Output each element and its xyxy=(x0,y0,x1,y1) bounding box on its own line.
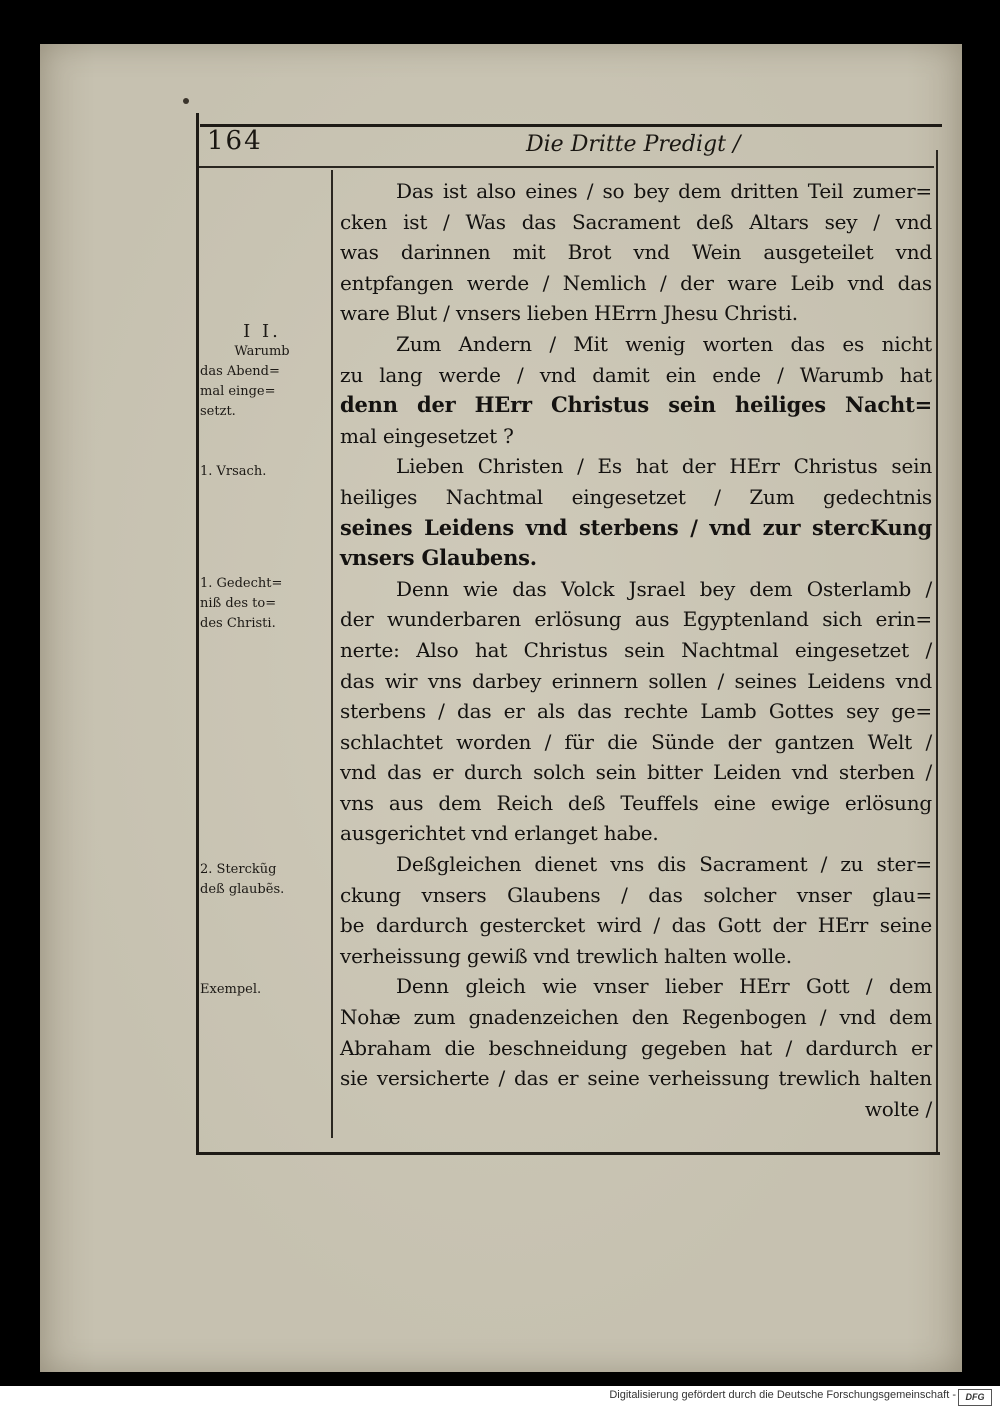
binding-mark xyxy=(183,98,189,104)
margin-note-vrsach xyxy=(200,462,324,482)
page-number: 164 xyxy=(207,126,263,156)
margin-note-warumb xyxy=(200,322,324,422)
text-line: ckung vnsers Glaubens / das solcher vnser glau= xyxy=(340,882,932,907)
text-line: seines Leidens vnd sterbens / vnd zur stercKung xyxy=(340,514,932,540)
text-line: schlachtet worden / für die Sünde der gantzen Welt / xyxy=(340,729,932,754)
text-line: entpfangen werde / Nemlich / der ware Leib vnd das xyxy=(340,270,932,295)
text-line: verheissung gewiß vnd trewlich halten wolle. xyxy=(340,943,792,968)
margin-note-line: setzt. xyxy=(200,404,236,419)
text-line: Denn gleich wie vnser lieber HErr Gott / dem xyxy=(396,974,932,999)
text-line: ausgerichtet vnd erlanget habe. xyxy=(340,821,659,846)
text-line: Zum Andern / Mit wenig worten das es nicht xyxy=(396,331,932,356)
margin-note-line: Warumb xyxy=(234,344,290,359)
text-line: zu lang werde / vnd damit ein ende / Warumb hat xyxy=(340,362,932,387)
margin-note-line: mal einge= xyxy=(200,384,276,399)
margin-note-exempel xyxy=(200,980,324,1000)
text-line: denn der HErr Christus sein heiliges Nacht= xyxy=(340,392,932,418)
text-line: heiliges Nachtmal eingesetzet / Zum gedechtnis xyxy=(340,484,932,509)
text-line: mal eingesetzet ? xyxy=(340,423,514,448)
text-line: Das ist also eines / so bey dem dritten Teil zumer= xyxy=(396,179,932,203)
margin-note-line: des Christi. xyxy=(200,616,276,631)
frame-left-rule xyxy=(196,113,199,1155)
header-rule xyxy=(198,166,934,168)
frame-right-rule xyxy=(936,150,938,1154)
margin-note-line: 2. Sterckũg xyxy=(200,862,277,877)
catchword: wolte / xyxy=(864,1096,932,1121)
text-line: Deßgleichen dienet vns dis Sacrament / zu ster= xyxy=(396,852,932,877)
text-line: sie versicherte / das er seine verheissung trewlich halten xyxy=(340,1066,932,1091)
text-line: be dardurch gestercket wird / das Gott der HErr seine xyxy=(340,913,932,938)
text-line: Denn wie das Volck Jsrael bey dem Osterlamb / xyxy=(396,576,932,601)
margin-note-line: 1. Gedecht= xyxy=(200,576,283,591)
text-line: Abraham die beschneidung gegeben hat / dardurch er xyxy=(340,1035,932,1060)
text-line: nerte: Also hat Christus sein Nachtmal eingesetzet / xyxy=(340,637,932,662)
dfg-logo: DFG xyxy=(958,1389,992,1406)
margin-note-line: deß glaubẽs. xyxy=(200,882,285,897)
text-line: was darinnen mit Brot vnd Wein ausgeteilet vnd xyxy=(340,240,932,265)
margin-note-line: das Abend= xyxy=(200,364,280,379)
margin-note-gedechtnis xyxy=(200,574,324,634)
margin-note-line: 1. Vrsach. xyxy=(200,464,267,479)
margin-column-rule xyxy=(331,170,333,1138)
text-line: sterbens / das er als das rechte Lamb Gottes sey ge= xyxy=(340,699,932,724)
text-line: der wunderbaren erlösung aus Egyptenland sich erin= xyxy=(340,607,932,632)
footer-strip xyxy=(0,1386,1000,1408)
main-text-column xyxy=(340,176,932,1124)
text-line: vns aus dem Reich deß Teuffels eine ewige erlösung xyxy=(340,790,932,815)
text-line: vnd das er durch solch sein bitter Leiden vnd sterben / xyxy=(340,760,932,785)
text-line: Lieben Christen / Es hat der HErr Christus sein xyxy=(396,454,932,479)
running-head: Die Dritte Predigt / xyxy=(526,132,741,157)
margin-note-line: niß des to= xyxy=(200,596,277,611)
frame-top-rule xyxy=(200,124,942,127)
margin-note-sterckung xyxy=(200,860,324,900)
text-line: das wir vns darbey erinnern sollen / seines Leidens vnd xyxy=(340,668,932,693)
footer-credit: Digitalisierung gefördert durch die Deutsche Forschungsgemeinschaft - xyxy=(609,1389,956,1401)
margin-note-line: Exempel. xyxy=(200,982,262,997)
text-line: ware Blut / vnsers lieben HErrn Jhesu Christi. xyxy=(340,301,798,326)
text-line: Nohæ zum gnadenzeichen den Regenbogen / vnd dem xyxy=(340,1005,932,1030)
margin-note-line: I I. xyxy=(243,321,281,342)
text-line: vnsers Glaubens. xyxy=(340,545,537,571)
frame-bottom-rule xyxy=(196,1152,940,1155)
text-line: cken ist / Was das Sacrament deß Altars sey / vnd xyxy=(340,209,932,234)
